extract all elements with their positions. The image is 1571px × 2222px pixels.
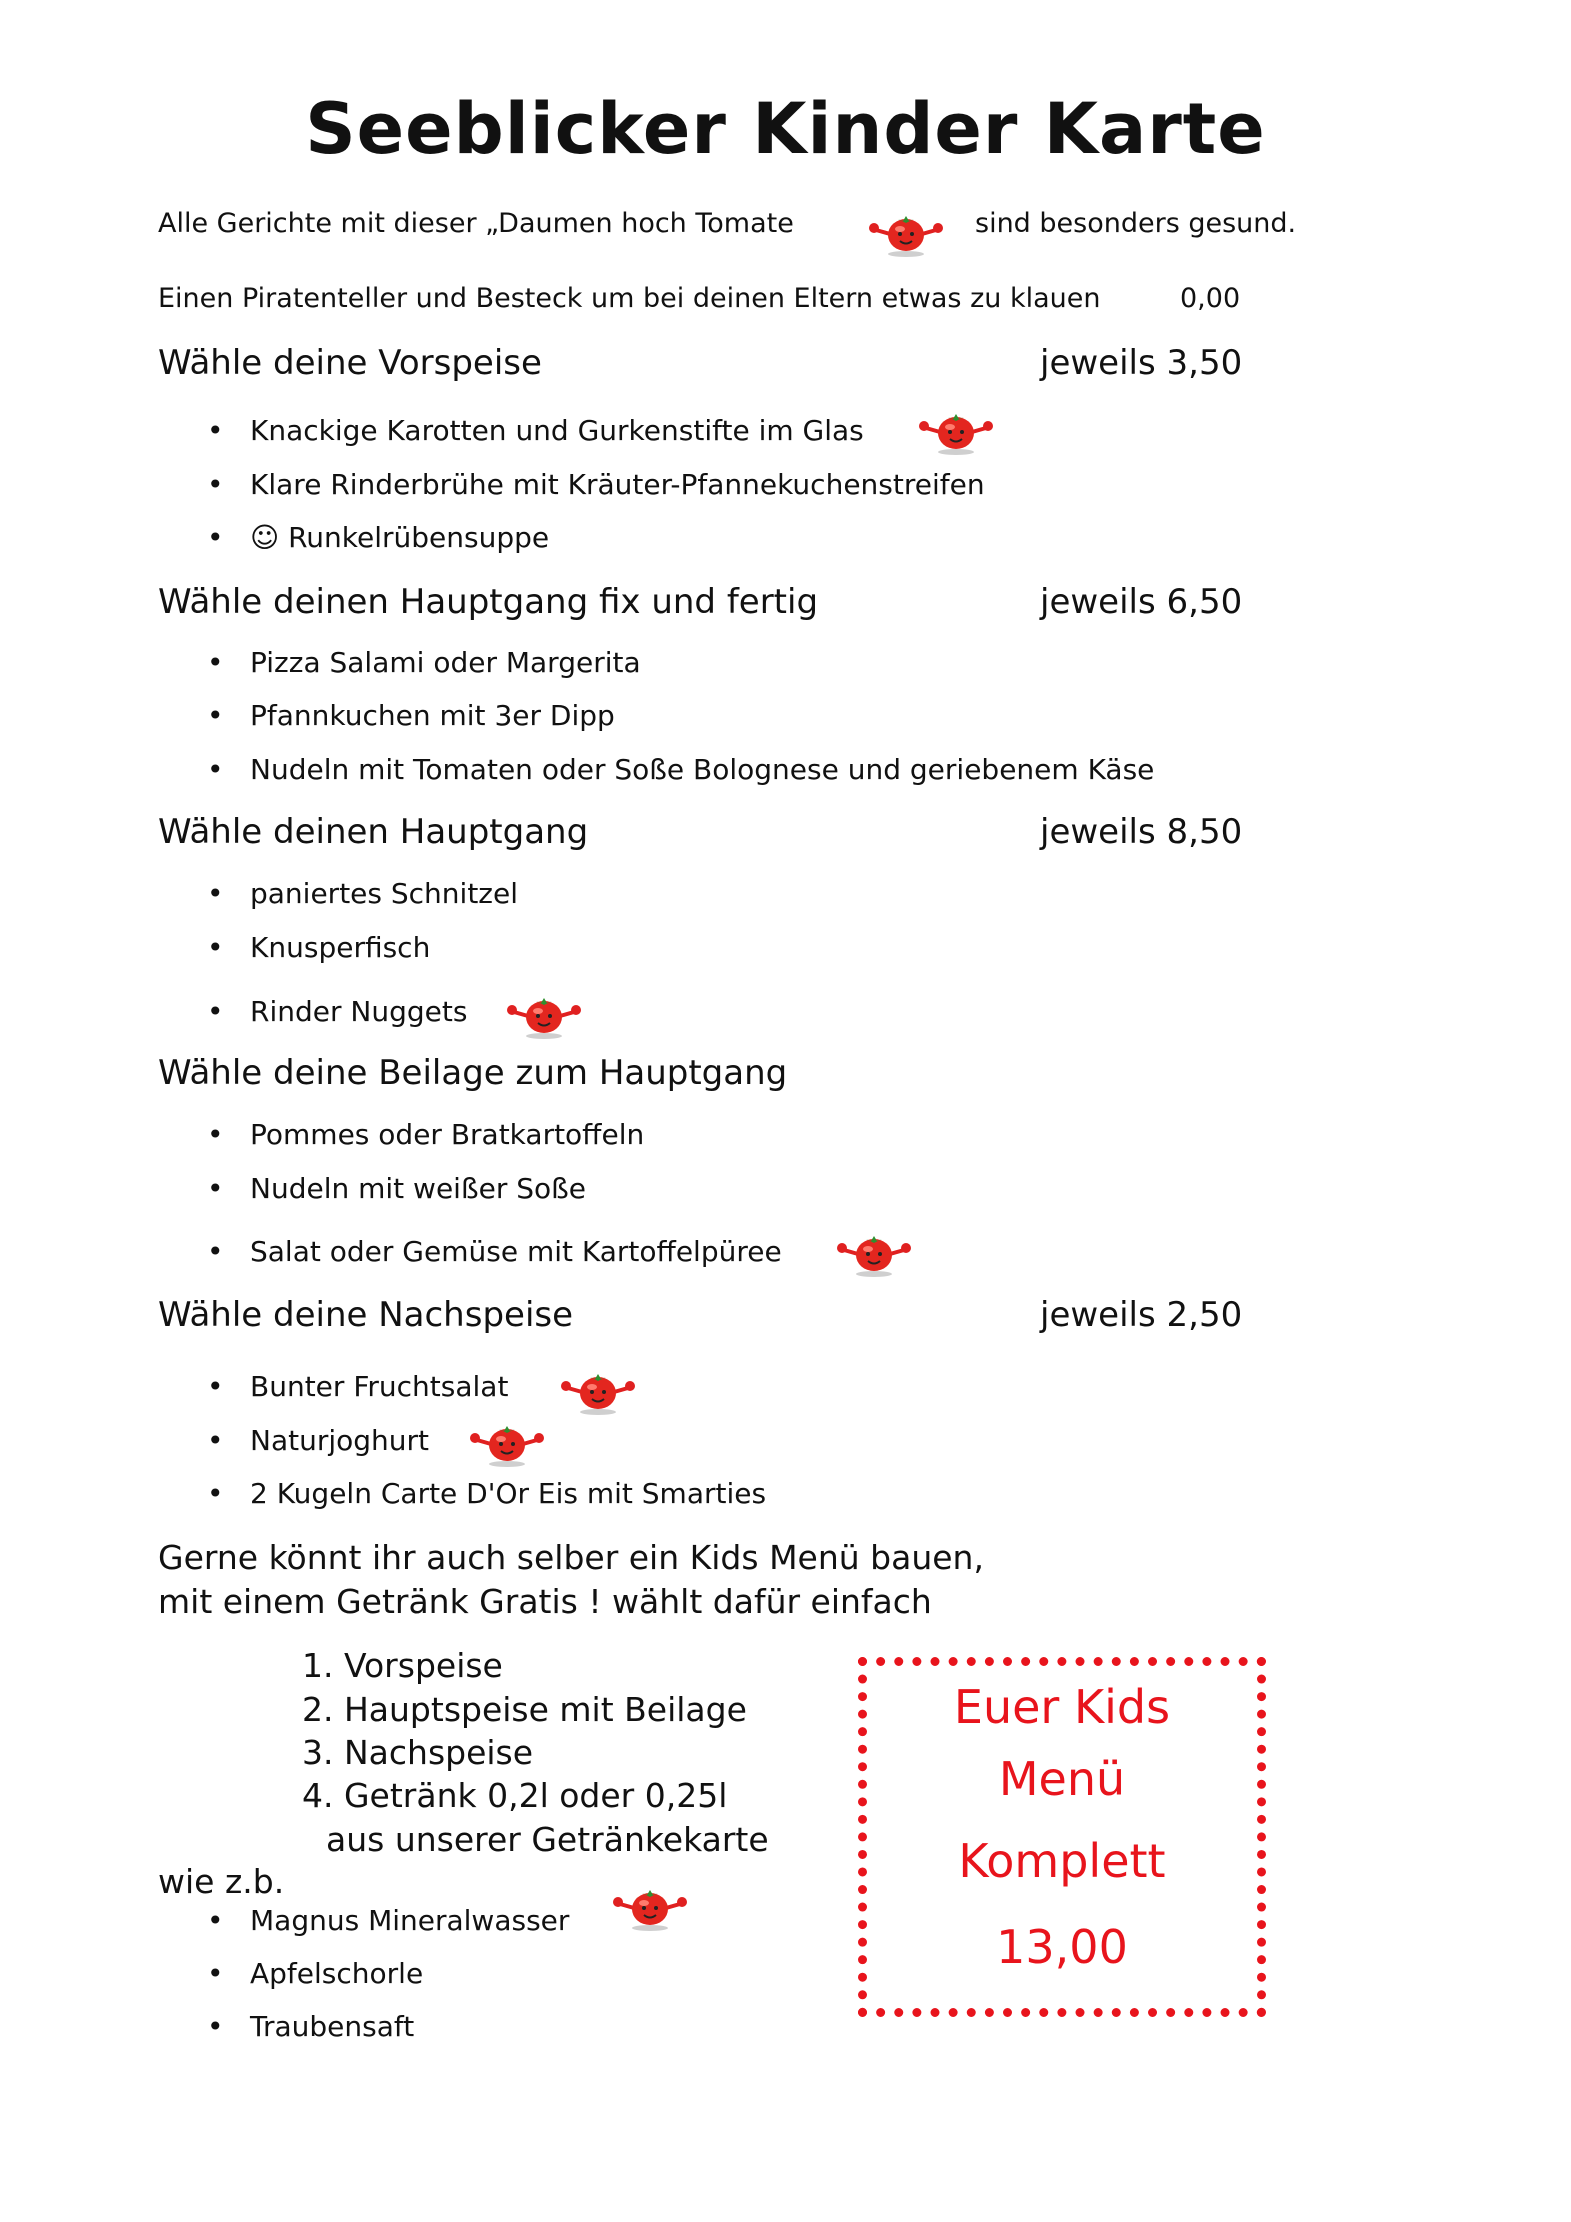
thumbs-up-tomato-icon (556, 1366, 640, 1416)
menu-item: Pfannkuchen mit 3er Dipp (250, 699, 615, 732)
build-menu-line-2: mit einem Getränk Gratis ! wählt dafür einfach (158, 1582, 932, 1621)
healthy-note-text: Alle Gerichte mit dieser „Daumen hoch Tomate (158, 208, 794, 239)
page-title: Seeblicker Kinder Karte (305, 88, 1266, 170)
bullet-icon: • (207, 2010, 224, 2043)
menu-item: Rinder Nuggets (250, 995, 468, 1028)
drink-item: Apfelschorle (250, 1957, 424, 1990)
section-heading-main-quick: Wähle deinen Hauptgang fix und fertig (158, 582, 819, 622)
menu-item: 2 Kugeln Carte D'Or Eis mit Smarties (250, 1477, 767, 1510)
bullet-icon: • (207, 753, 224, 786)
menu-item: ☺ Runkelrübensuppe (250, 521, 550, 554)
section-price-dessert: jeweils 2,50 (1040, 1295, 1243, 1335)
bullet-icon: • (207, 1904, 224, 1937)
menu-item: Pizza Salami oder Margerita (250, 646, 641, 679)
bullet-icon: • (207, 646, 224, 679)
bullet-icon: • (207, 699, 224, 732)
kids-menu-line-1: Euer Kids (953, 1680, 1171, 1734)
thumbs-up-tomato-icon (864, 208, 948, 258)
pirate-plate-price: 0,00 (1180, 283, 1241, 314)
menu-item: Bunter Fruchtsalat (250, 1370, 509, 1403)
menu-item: Pommes oder Bratkartoffeln (250, 1118, 645, 1151)
menu-item: Knackige Karotten und Gurkenstifte im Glas (250, 414, 864, 447)
bullet-icon: • (207, 521, 224, 554)
bullet-icon: • (207, 931, 224, 964)
bullet-icon: • (207, 1118, 224, 1151)
menu-item: Naturjoghurt (250, 1424, 430, 1457)
bullet-icon: • (207, 414, 224, 447)
thumbs-up-tomato-icon (502, 990, 586, 1040)
build-step-continuation: aus unserer Getränkekarte (326, 1820, 769, 1859)
bullet-icon: • (207, 1370, 224, 1403)
bullet-icon: • (207, 468, 224, 501)
bullet-icon: • (207, 1477, 224, 1510)
kids-menu-price: 13,00 (996, 1920, 1128, 1974)
thumbs-up-tomato-icon (608, 1882, 692, 1932)
section-heading-dessert: Wähle deine Nachspeise (158, 1295, 574, 1335)
section-price-starter: jeweils 3,50 (1040, 343, 1243, 383)
menu-item: Nudeln mit Tomaten oder Soße Bolognese und geriebenem Käse (250, 753, 1155, 786)
section-heading-side: Wähle deine Beilage zum Hauptgang (158, 1053, 788, 1093)
build-step: 2. Hauptspeise mit Beilage (302, 1690, 747, 1729)
build-step: 3. Nachspeise (302, 1733, 534, 1772)
menu-item: Klare Rinderbrühe mit Kräuter-Pfannekuchenstreifen (250, 468, 985, 501)
bullet-icon: • (207, 1424, 224, 1457)
drink-item: Traubensaft (250, 2010, 415, 2043)
thumbs-up-tomato-icon (465, 1418, 549, 1468)
section-heading-starter: Wähle deine Vorspeise (158, 343, 542, 383)
menu-item: Salat oder Gemüse mit Kartoffelpüree (250, 1235, 782, 1268)
kids-menu-line-2: Menü (998, 1752, 1126, 1806)
thumbs-up-tomato-icon (914, 406, 998, 456)
bullet-icon: • (207, 1957, 224, 1990)
menu-item: Nudeln mit weißer Soße (250, 1172, 586, 1205)
build-step: 1. Vorspeise (302, 1646, 503, 1685)
bullet-icon: • (207, 1172, 224, 1205)
menu-item: Knusperfisch (250, 931, 431, 964)
pirate-plate-text: Einen Piratenteller und Besteck um bei deinen Eltern etwas zu klauen (158, 283, 1101, 314)
example-label: wie z.b. (158, 1862, 285, 1901)
section-heading-main: Wähle deinen Hauptgang (158, 812, 589, 852)
section-price-main: jeweils 8,50 (1040, 812, 1243, 852)
bullet-icon: • (207, 1235, 224, 1268)
build-step: 4. Getränk 0,2l oder 0,25l (302, 1776, 728, 1815)
build-menu-line-1: Gerne könnt ihr auch selber ein Kids Menü bauen, (158, 1538, 984, 1577)
section-price-main-quick: jeweils 6,50 (1040, 582, 1243, 622)
bullet-icon: • (207, 995, 224, 1028)
drink-item: Magnus Mineralwasser (250, 1904, 570, 1937)
menu-item: paniertes Schnitzel (250, 877, 519, 910)
kids-menu-line-3: Komplett (958, 1834, 1166, 1888)
thumbs-up-tomato-icon (832, 1228, 916, 1278)
bullet-icon: • (207, 877, 224, 910)
healthy-note-suffix: sind besonders gesund. (975, 208, 1297, 239)
